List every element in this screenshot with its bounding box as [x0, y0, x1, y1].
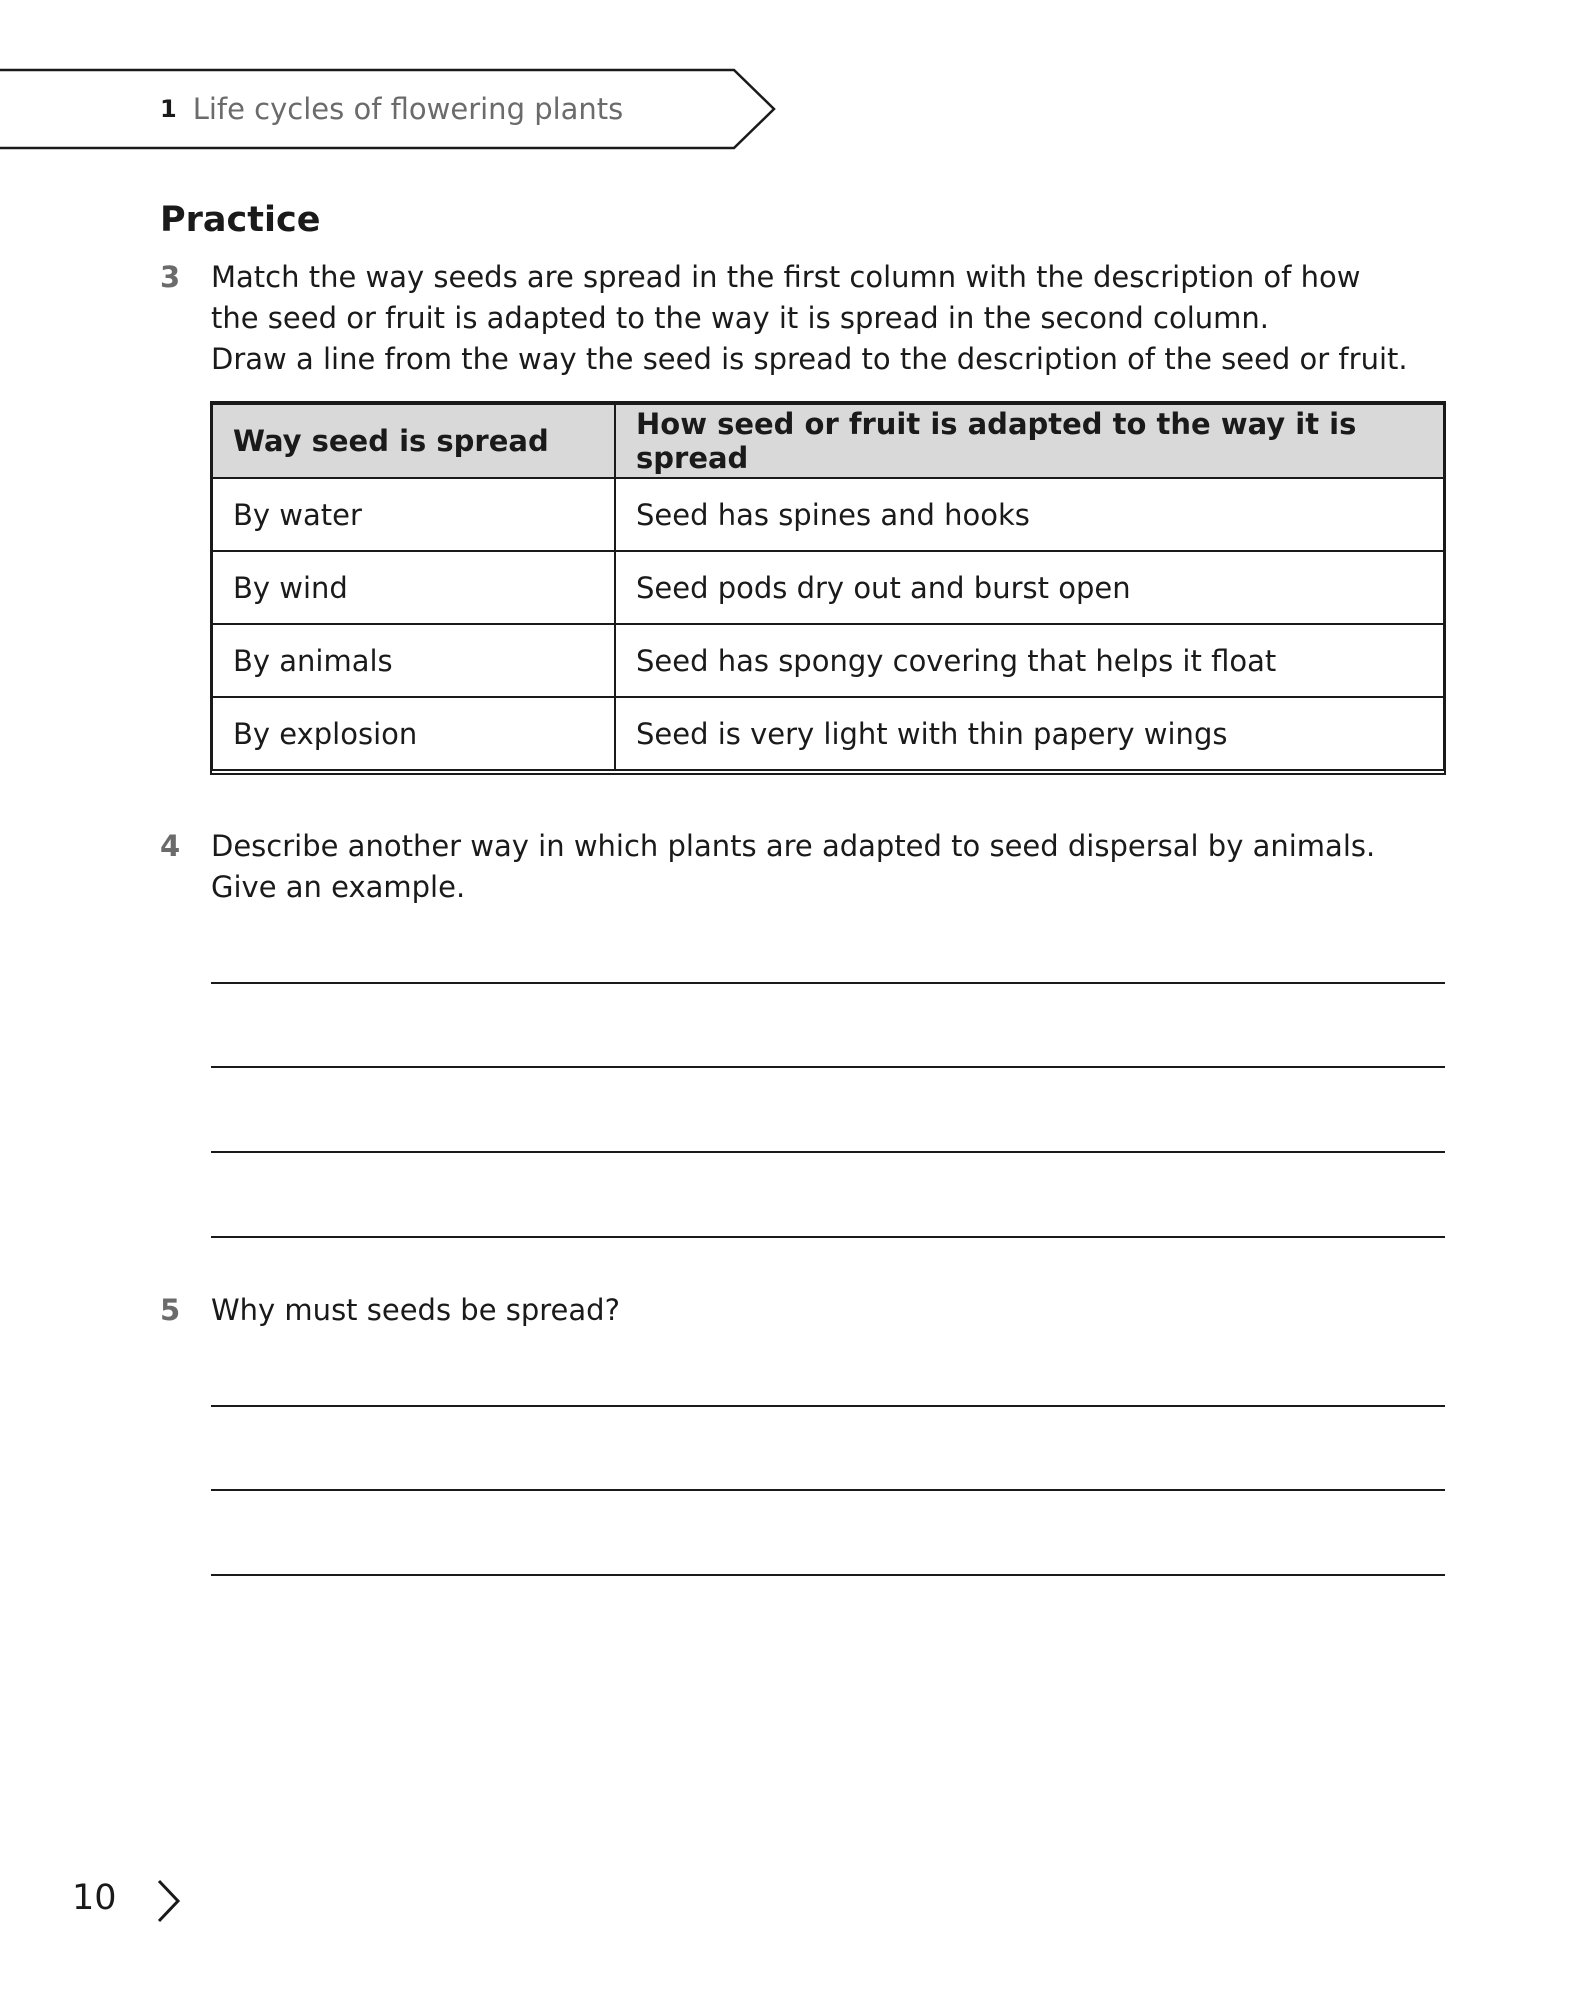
question-5 — [160, 1290, 1460, 1331]
chapter-number: 1 — [160, 95, 177, 123]
answer-line[interactable] — [211, 1489, 1445, 1491]
question-line: Why must seeds be spread? — [211, 1293, 620, 1327]
question-number: 5 — [160, 1293, 181, 1327]
question-line: Give an example. — [211, 870, 466, 904]
question-number: 4 — [160, 829, 181, 863]
question-3 — [160, 257, 1460, 380]
table-row — [212, 624, 1444, 697]
table-row — [212, 697, 1444, 770]
table-cell-adaptation[interactable]: Seed pods dry out and burst open — [615, 551, 1444, 624]
table-header-row — [212, 404, 1444, 479]
table-cell-adaptation[interactable]: Seed is very light with thin papery wings — [615, 697, 1444, 770]
table-cell-way[interactable]: By explosion — [212, 697, 615, 770]
column-header-adaptation: How seed or fruit is adapted to the way it is spread — [615, 404, 1444, 479]
answer-line[interactable] — [211, 1151, 1445, 1153]
table-row — [212, 478, 1444, 551]
page-number: 10 — [72, 1878, 117, 1918]
question-line: Match the way seeds are spread in the first column with the description of how — [211, 260, 1361, 294]
question-4 — [160, 826, 1460, 908]
question-text — [211, 1290, 1460, 1331]
table-cell-way[interactable]: By water — [212, 478, 615, 551]
table-cell-way[interactable]: By animals — [212, 624, 615, 697]
chapter-title: Life cycles of flowering plants — [192, 92, 624, 126]
chapter-label — [160, 68, 623, 150]
answer-line[interactable] — [211, 1405, 1445, 1407]
table-cell-adaptation[interactable]: Seed has spongy covering that helps it float — [615, 624, 1444, 697]
answer-line[interactable] — [211, 1066, 1445, 1068]
question-number: 3 — [160, 260, 181, 294]
table-cell-way[interactable]: By wind — [212, 551, 615, 624]
answer-line[interactable] — [211, 982, 1445, 984]
question-line: Draw a line from the way the seed is spread to the description of the seed or fruit. — [211, 342, 1408, 376]
table-cell-adaptation[interactable]: Seed has spines and hooks — [615, 478, 1444, 551]
chapter-header-tab — [0, 68, 790, 150]
table-row — [212, 551, 1444, 624]
question-line: Describe another way in which plants are adapted to seed dispersal by animals. — [211, 829, 1376, 863]
question-line: the seed or fruit is adapted to the way it is spread in the second column. — [211, 301, 1270, 335]
answer-line[interactable] — [211, 1574, 1445, 1576]
question-text — [211, 826, 1460, 908]
matching-table — [211, 402, 1445, 771]
question-text — [211, 257, 1460, 380]
column-header-way: Way seed is spread — [212, 404, 615, 479]
answer-line[interactable] — [211, 1236, 1445, 1238]
section-heading: Practice — [160, 200, 321, 240]
chevron-right-icon[interactable] — [154, 1878, 184, 1928]
